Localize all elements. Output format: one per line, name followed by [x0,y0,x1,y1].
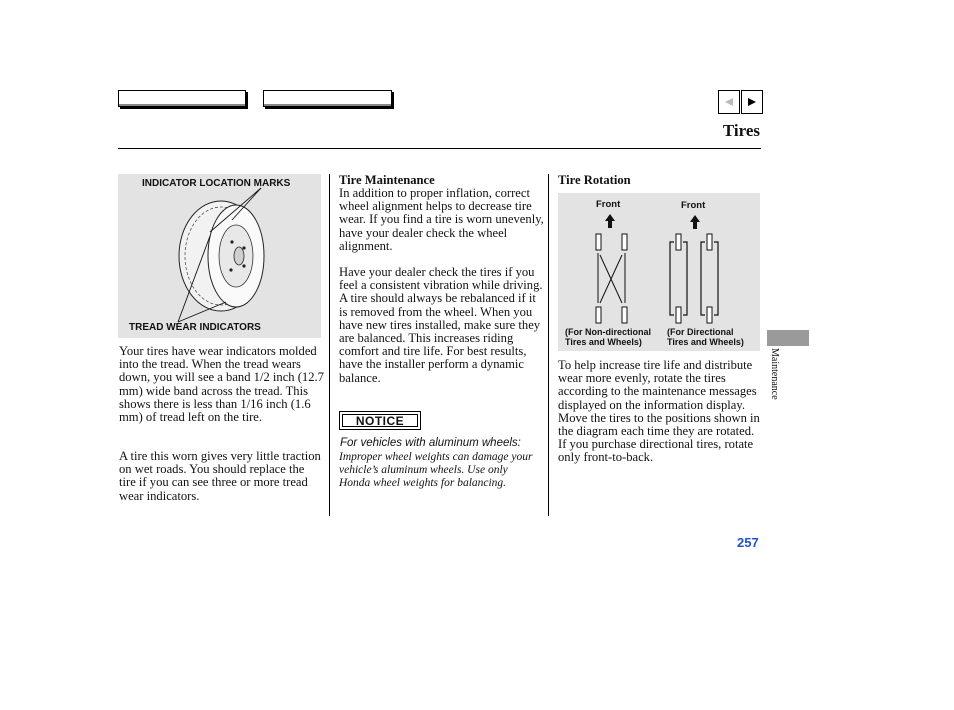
alignment-paragraph: In addition to proper inflation, correct wheel alignment helps to decrease tire wear. If you find a tire is worn unevenly, have your dealer check the wheel alignment. [339,186,544,253]
replace-tire-paragraph: A tire this worn gives very little traction on wet roads. You should replace the tire if you can see three or more tread wear indicators. [119,449,321,503]
rotation-paragraph: To help increase tire life and distribute wear more evenly, rotate the tires according to the maintenance messages displayed on the information display. Move the tires to the positions shown in the diagram each time they are rotated. If you purchase directional tires, rotate only front-to-back. [558,358,760,465]
notice-badge [339,411,421,430]
tire-maintenance-heading: Tire Maintenance [339,173,435,187]
triangle-right-icon [747,97,757,107]
triangle-left-icon [724,97,734,107]
nav-contents-button[interactable] [118,90,246,107]
header-rule [118,148,761,149]
caption-non-directional-1: (For Non-directional [565,327,651,337]
section-tab[interactable] [767,330,809,346]
rotation-diagram [558,193,760,351]
notice-label: NOTICE [342,414,418,427]
prev-page-button[interactable] [718,90,740,114]
balance-paragraph: Have your dealer check the tires if you feel a consistent vibration while driving. A tire should always be rebalanced if it is removed from the wheel. When you have new tires installed, make sure they are balanced. This increases riding comfort and tire life. For best results, have the installer perform a dynamic balance. [339,265,543,385]
nav-index-button[interactable] [263,90,392,107]
figure-label-indicator-marks: INDICATOR LOCATION MARKS [142,178,291,189]
caption-directional-2: Tires and Wheels) [667,337,744,347]
figure-label-tread-wear: TREAD WEAR INDICATORS [129,322,261,333]
tire-illustration [118,174,321,338]
front-label-left: Front [596,199,621,210]
section-label: Maintenance [769,348,780,400]
notice-lead: For vehicles with aluminum wheels: [340,437,521,449]
column-divider [548,174,549,516]
caption-directional-1: (For Directional [667,327,734,337]
notice-text: Improper wheel weights can damage your vehicle’s aluminum wheels. Use only Honda wheel weights for balancing. [339,451,533,490]
page-title: Tires [722,121,760,140]
tire-figure [118,174,321,338]
tire-rotation-heading: Tire Rotation [558,173,631,187]
wear-indicator-paragraph: Your tires have wear indicators molded into the tread. When the tread wears down, you will see a band 1/2 inch (12.7 mm) wide band across the tread. This shows there is less than 1/16 inch (1.6 mm) of tread left on the tire. [119,344,324,425]
next-page-button[interactable] [741,90,763,114]
front-label-right: Front [681,200,706,211]
caption-non-directional-2: Tires and Wheels) [565,337,642,347]
page-number: 257 [737,535,759,550]
column-divider [329,174,330,516]
